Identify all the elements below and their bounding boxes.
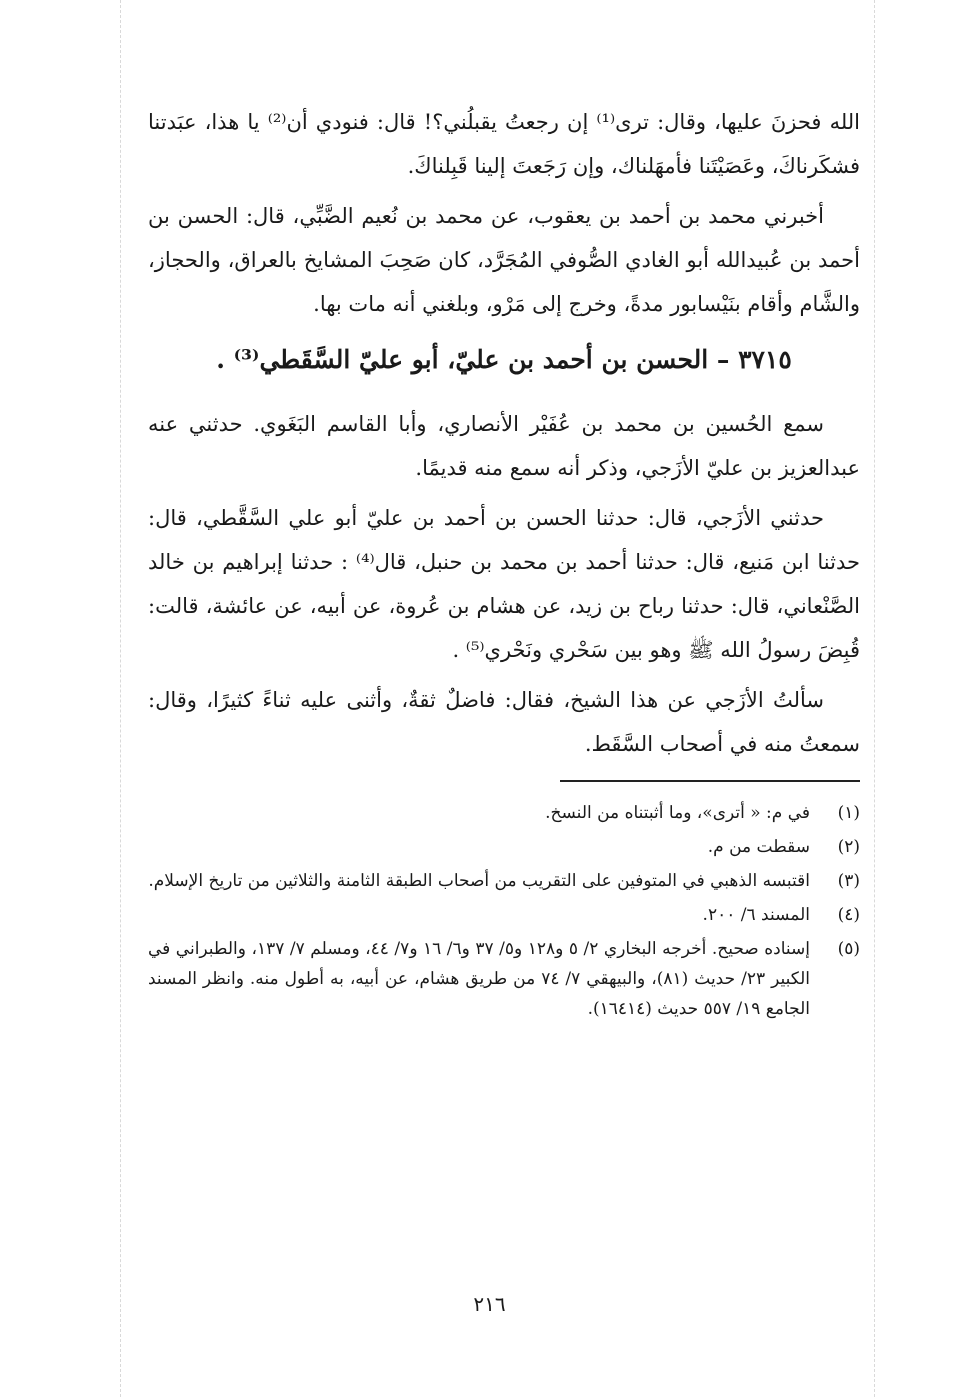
footnote-text: إسناده صحيح. أخرجه البخاري ٢/ ٥ و١٢٨ و٥/ ٣٧ و٦/ ١٦ و٧/ ٤٤، ومسلم ٧/ ١٣٧، والطبراني في الكبير ٢٣/ حديث (٨١)، والبيهقي ٧/ ٧٤ من طريق هشام، عن أبيه، به أطول منه. وانظر المسند الجامع ١٩/ ٥٥٧ حديث (١٦٤١٤). [148, 939, 811, 1019]
footnote-number: (٣) [837, 871, 860, 891]
footnote-text: اقتبسه الذهبي في المتوفين على التقريب من أصحاب الطبقة الثامنة والثلاثين من تاريخ الإسلام. [148, 871, 810, 891]
footnotes [148, 798, 860, 1024]
footnote-number: (٢) [837, 837, 860, 857]
paragraph-teachers: سمع الحُسين بن محمد بن عُفَيْر الأنصاري، وأبا القاسم البَغَوي. حدثني عنه عبدالعزيز بن عليّ الأزَجي، وذكر أنه سمع منه قديمًا. [148, 412, 860, 480]
scan-margin-right [874, 0, 875, 1397]
footnote-item [148, 866, 860, 896]
footnote-number: (٤) [837, 905, 860, 925]
paragraph-continuation: الله فحزنَ عليها، وقال: ترى⁽¹⁾ إن رجعتُ يقبلُني؟! قال: فنودي أن⁽²⁾ يا هذا، عبَدتنا فشكَرناكَ، وعَصَيْتَنا فأمهَلناك، وإن رَجَعتَ إلينا قَبِلناكَ. [148, 110, 861, 178]
entry-heading: ٣٧١٥ – الحسن بن أحمد بن عليّ، أبو عليّ السَّقَطي⁽³⁾ . [216, 345, 792, 374]
footnote-item [148, 832, 860, 862]
footnote-number: (٥) [837, 939, 860, 959]
footnote-text: في م: « أترى»، وما أثبتناه من النسخ. [545, 803, 810, 823]
footnote-number: (١) [837, 803, 860, 823]
page-body [148, 100, 860, 1028]
footnote-divider [560, 780, 860, 782]
footnote-text: المسند ٦/ ٢٠٠. [702, 905, 810, 925]
footnote-item [148, 900, 860, 930]
footnote-text: سقطت من م. [707, 837, 810, 857]
footnote-item [148, 934, 860, 1024]
footnote-item [148, 798, 860, 828]
paragraph-evaluation: سألتُ الأزَجي عن هذا الشيخ، فقال: فاضلٌ ثقةٌ، وأثنى عليه ثناءً كثيرًا، وقال: سمعتُ منه في أصحاب السَّقَط. [148, 688, 860, 756]
scan-margin-left [120, 0, 121, 1397]
paragraph-hadith: حدثني الأزَجي، قال: حدثنا الحسن بن أحمد بن عليّ أبو علي السَّقَّطي، قال: حدثنا ابن مَنيع، قال: حدثنا أحمد بن محمد بن حنبل، قال⁽⁴⁾ : حدثنا إبراهيم بن خالد الصَّنْعاني، قال: حدثنا رباح بن زيد، عن هشام بن عُروة، عن أبيه، عن عائشة، قالت: قُبِضَ رسولُ الله ﷺ وهو بين سَحْري ونَحْري⁽⁵⁾ . [148, 506, 860, 662]
paragraph-biography-intro: أخبرني محمد بن أحمد بن يعقوب، عن محمد بن نُعيم الضَّبِّي، قال: الحسن بن أحمد بن عُبيدالله أبو الغادي الصُّوفي المُجَرَّد، كان صَحِبَ المشايخ بالعراق، والحجاز، والشَّام وأقام بنَيْسابور مدةً، وخرج إلى مَرْو، وبلغني أنه مات بها. [148, 204, 860, 316]
page-number: ٢١٦ [473, 1292, 506, 1316]
